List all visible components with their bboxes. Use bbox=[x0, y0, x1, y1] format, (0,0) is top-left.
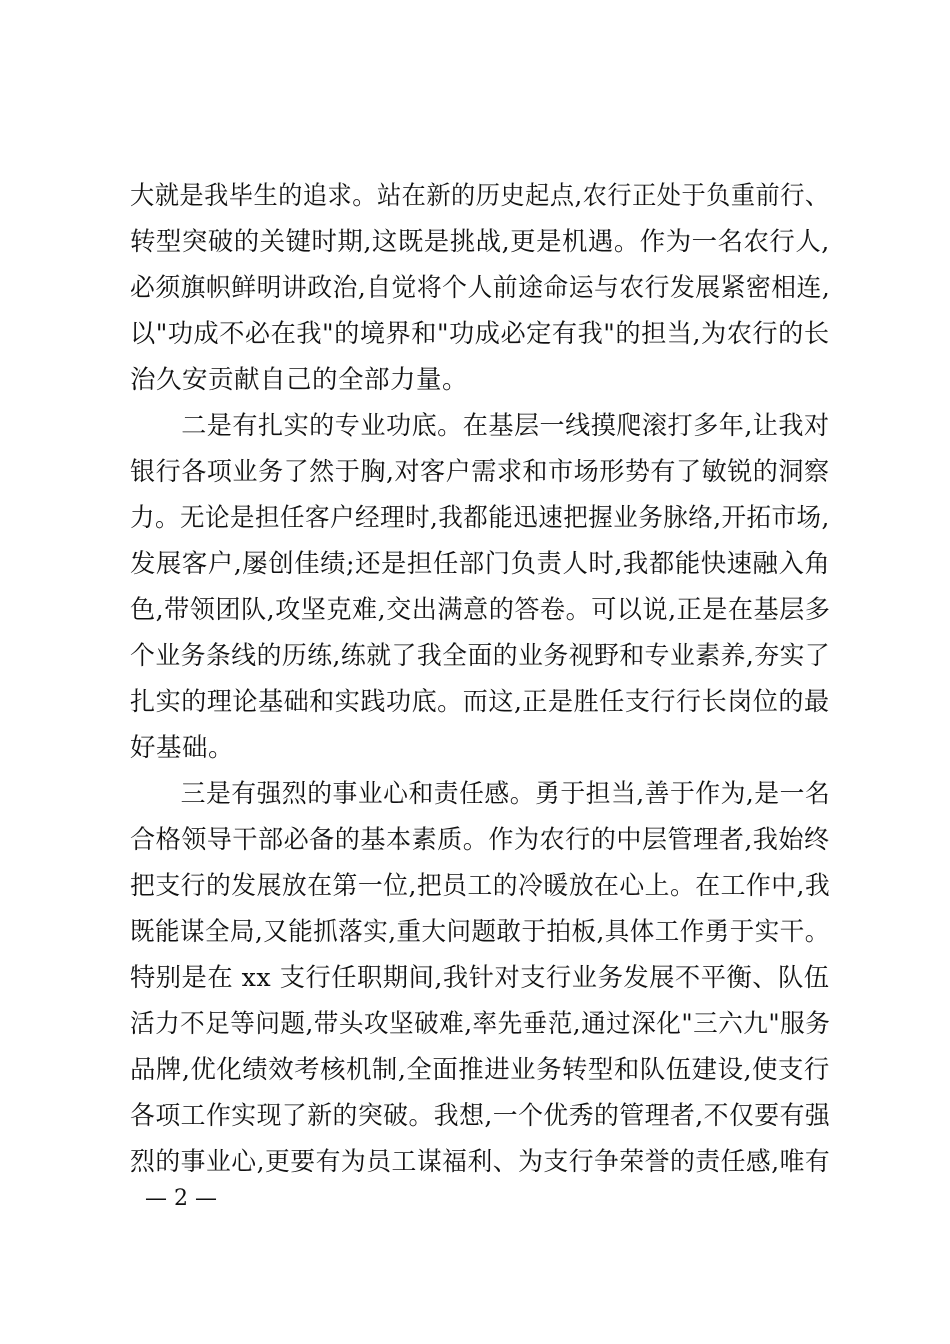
text-line: 色,带领团队,攻坚克难,交出满意的答卷。可以说,正是在基层多 bbox=[130, 595, 831, 625]
text-line: 活力不足等问题,带头攻坚破难,率先垂范,通过深化"三六九"服务 bbox=[130, 1009, 831, 1039]
text-line: 转型突破的关键时期,这既是挑战,更是机遇。作为一名农行人, bbox=[130, 227, 830, 257]
text-line: 好基础。 bbox=[130, 733, 235, 763]
text-line: 力。无论是担任客户经理时,我都能迅速把握业务脉络,开拓市场, bbox=[130, 503, 830, 533]
text-line: 把支行的发展放在第一位,把员工的冷暖放在心上。在工作中,我 bbox=[130, 871, 831, 901]
text-line: 扎实的理论基础和实践功底。而这,正是胜任支行行长岗位的最 bbox=[130, 687, 830, 717]
text-line: 个业务条线的历练,练就了我全面的业务视野和专业素养,夯实了 bbox=[130, 641, 831, 671]
paragraph-start-line: 二是有扎实的专业功底。在基层一线摸爬滚打多年,让我对 bbox=[130, 411, 830, 441]
text-line: 大就是我毕生的追求。站在新的历史起点,农行正处于负重前行、 bbox=[130, 181, 830, 211]
text-line: 治久安贡献自己的全部力量。 bbox=[130, 365, 469, 395]
text-line: 银行各项业务了然于胸,对客户需求和市场形势有了敏锐的洞察 bbox=[130, 457, 830, 487]
page-number: — 2 — bbox=[145, 1186, 217, 1211]
text-line: 烈的事业心,更要有为员工谋福利、为支行争荣誉的责任感,唯有 bbox=[130, 1147, 831, 1177]
text-line: 各项工作实现了新的突破。我想,一个优秀的管理者,不仅要有强 bbox=[130, 1101, 831, 1131]
text-line: 发展客户,屡创佳绩;还是担任部门负责人时,我都能快速融入角 bbox=[130, 549, 831, 579]
paragraph-start-line: 三是有强烈的事业心和责任感。勇于担当,善于作为,是一名 bbox=[130, 779, 831, 809]
text-line: 必须旗帜鲜明讲政治,自觉将个人前途命运与农行发展紧密相连, bbox=[130, 273, 831, 303]
text-line: 特别是在 xx 支行任职期间,我针对支行业务发展不平衡、队伍 bbox=[130, 963, 830, 993]
text-line: 以"功成不必在我"的境界和"功成必定有我"的担当,为农行的长 bbox=[130, 319, 830, 349]
text-line: 合格领导干部必备的基本素质。作为农行的中层管理者,我始终 bbox=[130, 825, 830, 855]
text-line: 品牌,优化绩效考核机制,全面推进业务转型和队伍建设,使支行 bbox=[130, 1055, 830, 1085]
text-line: 既能谋全局,又能抓落实,重大问题敢于拍板,具体工作勇于实干。 bbox=[130, 917, 830, 947]
